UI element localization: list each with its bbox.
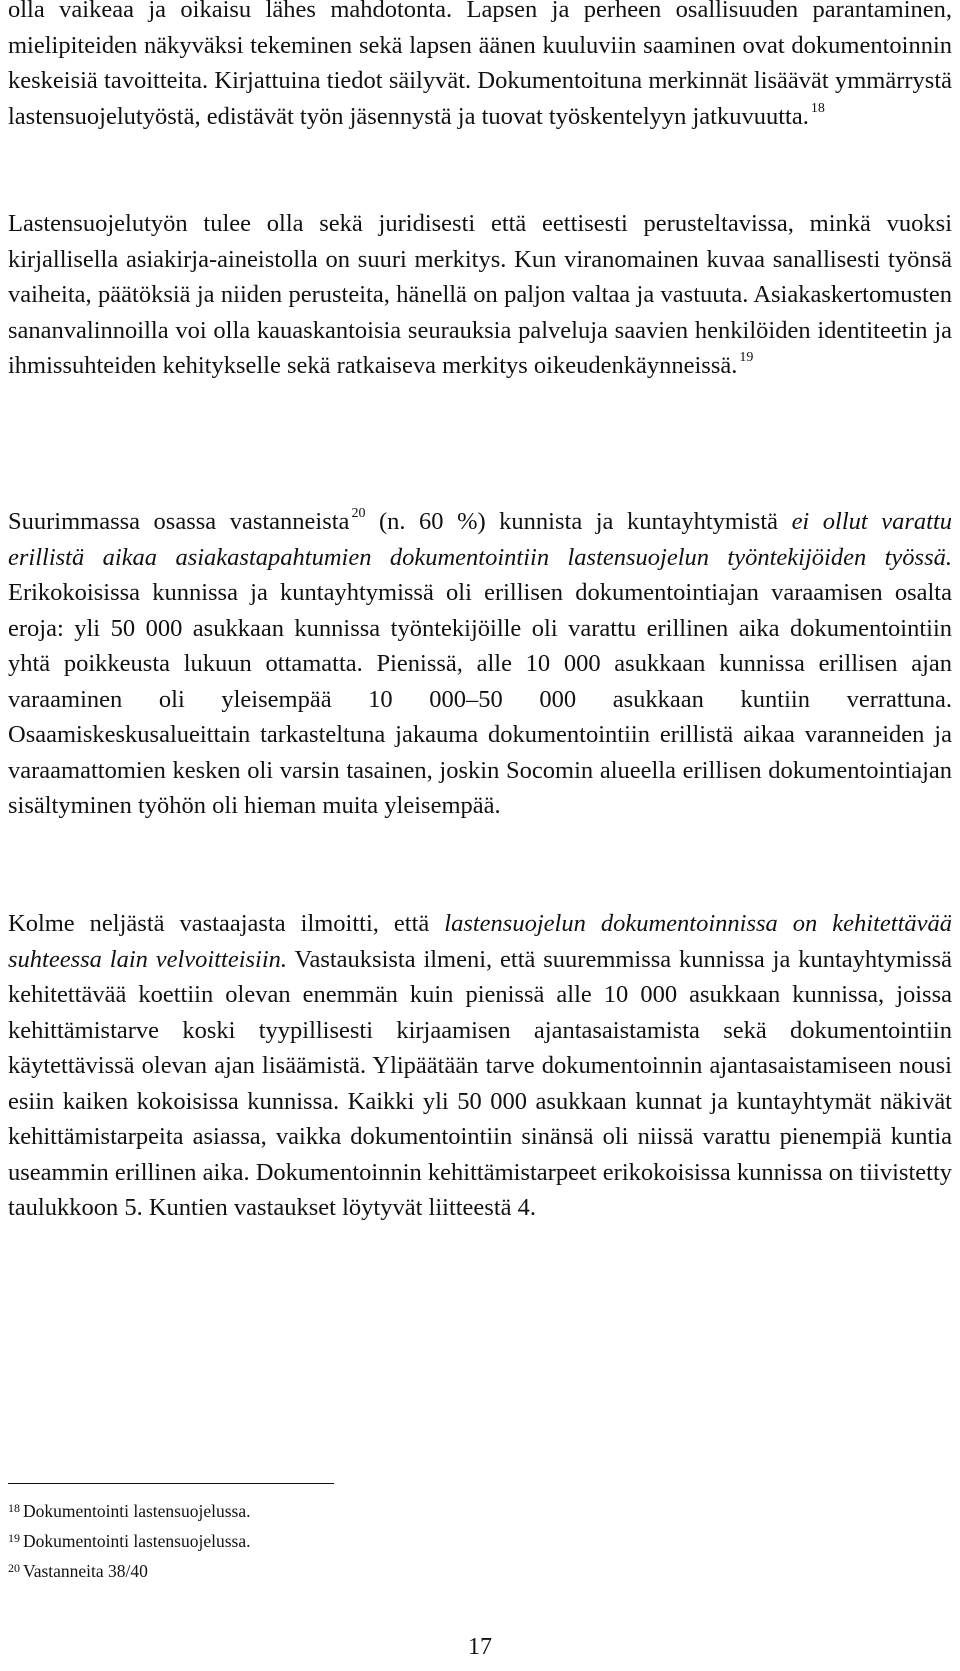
footnote-text: Dokumentointi lastensuojelussa. bbox=[23, 1501, 251, 1521]
paragraph-lead: Suurimmassa osassa vastanneista bbox=[8, 508, 350, 535]
paragraph-text: Erikokoisissa kunnissa ja kuntayhtymissä oli erillisen dokumentointiajan varaamisen osalta eroja: yli 50 000 asukkaan kunnissa työntekijöille oli varattu erillinen aika dokumentointiin yhtä poikkeusta lukuun ottamatta. Pienissä, alle 10 000 asukkaan kunnissa erillisen ajan varaaminen oli yleisempää 10 000–50 000 asukkaan kuntiin verrattuna. Osaamiskeskusalueittain tarkasteltuna jakauma dokumentointiin erillistä aikaa varanneiden ja varaamattomien kesken oli varsin tasainen, joskin Socomin alueella erillisen dokumentointiajan sisältyminen työhön oli hieman muita yleisempää. bbox=[8, 579, 952, 819]
footnote-20 bbox=[8, 1555, 608, 1585]
paragraph-lead: Kolme neljästä vastaajasta ilmoitti, että bbox=[8, 910, 445, 937]
footnote-text: Vastanneita 38/40 bbox=[23, 1561, 148, 1581]
paragraph-text: Vastauksista ilmeni, että suuremmissa kunnissa ja kuntayhtymissä kehitettävää koettiin olevan enemmän kuin pienissä alle 10 000 asukkaan kunnissa, joissa kehittämistarve koski tyypillisesti kirjaamisen ajantasaistamista sekä dokumentointiin käytettävissä olevan ajan lisäämistä. Ylipäätään tarve dokumentoinnin ajantasaistamiseen nousi esiin kaiken kokoisissa kunnissa. Kaikki yli 50 000 asukkaan kunnat ja kuntayhtymät näkivät kehittämistarpeita asiassa, vaikka dokumentointiin sinänsä oli niissä varattu pienempiä kuntia useammin erillinen aika. Dokumentoinnin kehittämistarpeet erikokoisissa kunnissa on tiivistetty taulukkoon 5. Kuntien vastaukset löytyvät liitteestä 4. bbox=[8, 945, 952, 1221]
footnote-number: 20 bbox=[8, 1561, 20, 1575]
footnote-separator bbox=[8, 1483, 334, 1484]
footnote-ref-19[interactable]: 19 bbox=[739, 350, 754, 365]
paragraph-text: (n. 60 %) kunnista ja kuntayhtymistä bbox=[365, 508, 792, 535]
footnote-number: 19 bbox=[8, 1531, 20, 1545]
footnote-ref-18[interactable]: 18 bbox=[810, 100, 825, 116]
footnotes bbox=[8, 1495, 608, 1585]
emphasized-text: lastensuojelun dokumentoinnissa on kehitettävää suhteessa lain velvoitteisiin. bbox=[8, 910, 952, 973]
body-paragraph-3 bbox=[8, 504, 952, 824]
footnote-text: Dokumentointi lastensuojelussa. bbox=[23, 1531, 251, 1551]
body-paragraph-2 bbox=[8, 206, 952, 384]
footnote-number: 18 bbox=[8, 1501, 20, 1515]
footnote-ref-20[interactable]: 20 bbox=[351, 506, 366, 521]
body-paragraph-1 bbox=[8, 0, 952, 134]
paragraph-text: Lastensuojelutyön tulee olla sekä juridisesti että eettisesti perusteltavissa, minkä vuoksi kirjallisella asiakirja-aineistolla on suuri merkitys. Kun viranomainen kuvaa sanallisesti työnsä vaiheita, päätöksiä ja niiden perusteita, hänellä on paljon valtaa ja vastuuta. Asiakaskertomusten sananvalinnoilla voi olla kauaskantoisia seurauksia palveluja saavien henkilöiden identiteetin ja ihmissuhteiden kehitykselle sekä ratkaiseva merkitys oikeudenkäynneissä. bbox=[8, 210, 952, 379]
paragraph-text: olla vaikeaa ja oikaisu lähes mahdotonta. Lapsen ja perheen osallisuuden parantaminen, mielipiteiden näkyväksi tekeminen sekä lapsen äänen kuuluviin saaminen ovat dokumentoinnin keskeisiä tavoitteita. Kirjattuina tiedot säilyvät. Dokumentoituna merkinnät lisäävät ymmärrystä lastensuojelutyöstä, edistävät työn jäsennystä ja tuovat työskentelyyn jatkuvuutta. bbox=[8, 0, 952, 130]
emphasized-text: ei ollut varattu erillistä aikaa asiakastapahtumien dokumentointiin lastensuojelun työntekijöiden työssä. bbox=[8, 508, 953, 571]
page-number: 17 bbox=[468, 1634, 492, 1660]
body-paragraph-4 bbox=[8, 906, 952, 1226]
footnote-18 bbox=[8, 1495, 608, 1525]
footnote-19 bbox=[8, 1525, 608, 1555]
